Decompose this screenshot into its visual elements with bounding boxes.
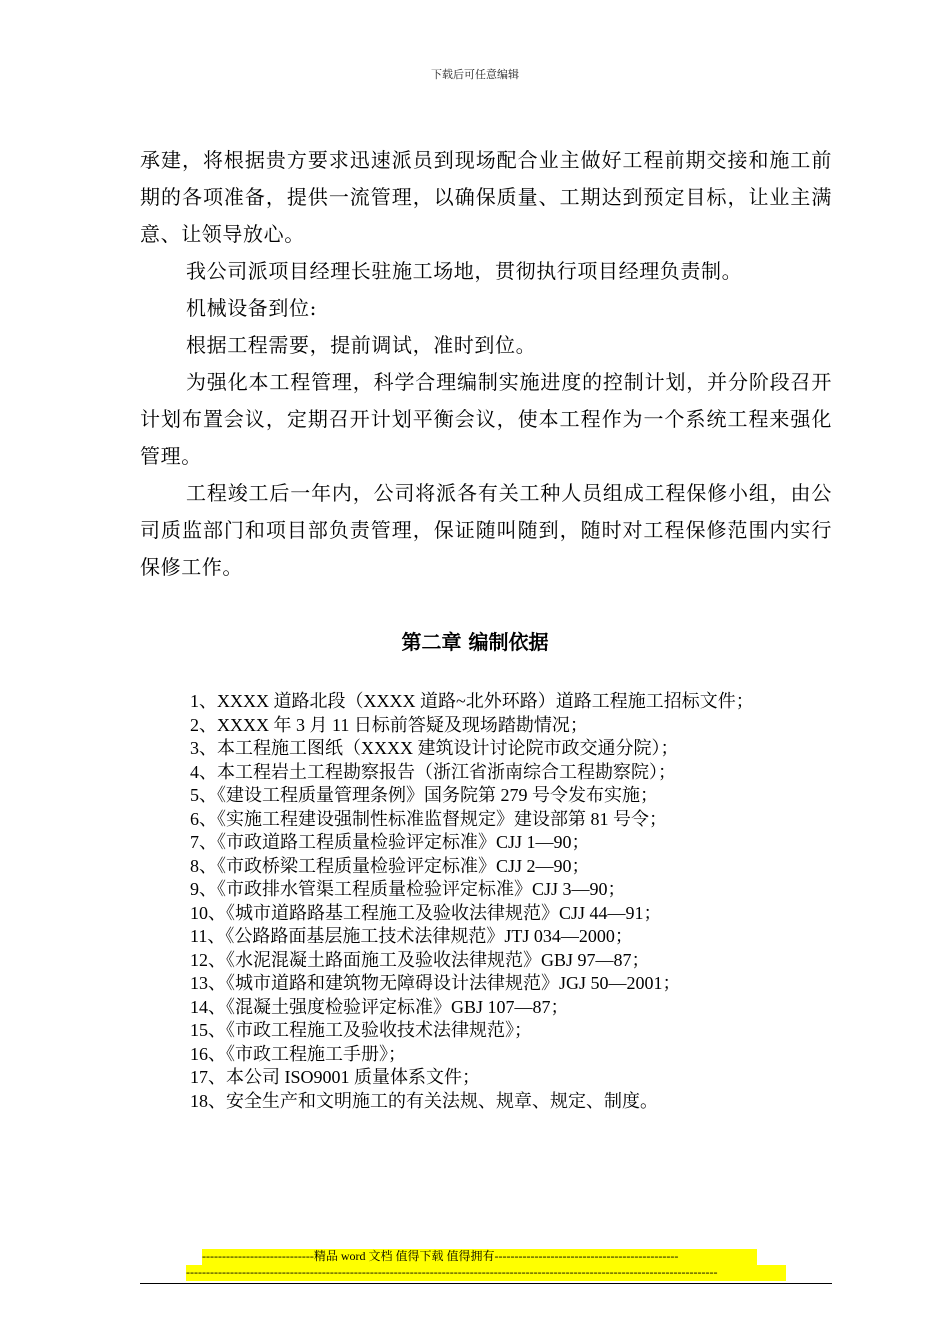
reference-item: 5、《建设工程质量管理条例》国务院第 279 号令发布实施； (190, 785, 658, 805)
reference-item: 1、XXXX 道路北段（XXXX 道路~北外环路）道路工程施工招标文件； (190, 691, 754, 711)
reference-item: 13、《城市道路和建筑物无障碍设计法律规范》JGJ 50—2001； (190, 973, 681, 993)
reference-item: 16、《市政工程施工手册》； (190, 1043, 406, 1064)
paragraph: 工程竣工后一年内，公司将派各有关工种人员组成工程保修小组，由公司质监部门和项目部负责管理，保证随叫随到，随时对工程保修范围内实行保修工作。 (140, 481, 832, 579)
reference-item: 10、《城市道路路基工程施工及验收法律规范》CJJ 44—91； (190, 902, 662, 923)
page-footer (186, 1249, 786, 1281)
reference-item: 2、XXXX 年 3 月 11 日标前答疑及现场踏勘情况； (190, 714, 588, 735)
paragraph: 机械设备到位: (186, 296, 317, 320)
reference-item: 8、《市政桥梁工程质量检验评定标准》CJJ 2—90； (190, 855, 590, 876)
footer-rule (140, 1283, 832, 1284)
paragraph: 根据工程需要，提前调试，准时到位。 (186, 333, 537, 357)
page-header: 下载后可任意编辑 (431, 68, 519, 81)
paragraph: 为强化本工程管理，科学合理编制实施进度的控制计划，并分阶段召开计划布置会议，定期召开计划平衡会议，使本工程作为一个系统工程来强化管理。 (140, 370, 832, 468)
reference-item: 14、《混凝土强度检验评定标准》GBJ 107—87； (190, 996, 569, 1017)
reference-item: 12、《水泥混凝土路面施工及验收法律规范》GBJ 97—87； (190, 949, 650, 970)
reference-item: 17、本公司 ISO9001 质量体系文件； (190, 1067, 481, 1087)
reference-item: 15、《市政工程施工及验收技术法律规范》； (190, 1020, 532, 1040)
reference-item: 18、安全生产和文明施工的有关法规、规章、规定、制度。 (190, 1090, 658, 1111)
footer-dashes: ------------------------------------------------------------------------------------------------------------------------------------- (186, 1265, 786, 1281)
body-text (140, 142, 832, 586)
footer-banner: ----------------------------精品 word 文档 值得下载 值得拥有---------------------------------------------- (202, 1249, 757, 1265)
reference-item: 4、本工程岩土工程勘察报告（浙江省浙南综合工程勘察院）； (190, 761, 676, 782)
reference-item: 9、《市政排水管渠工程质量检验评定标准》CJJ 3—90； (190, 879, 626, 899)
reference-item: 7、《市政道路工程质量检验评定标准》CJJ 1—90； (190, 832, 590, 852)
paragraph: 我公司派项目经理长驻施工场地，贯彻执行项目经理负责制。 (186, 259, 743, 283)
paragraph-continued: 承建，将根据贵方要求迅速派员到现场配合业主做好工程前期交接和施工前期的各项准备，提供一流管理，以确保质量、工期达到预定目标，让业主满意、让领导放心。 (140, 148, 832, 246)
reference-item: 3、本工程施工图纸（XXXX 建筑设计讨论院市政交通分院）； (190, 738, 679, 758)
reference-item: 11、《公路路面基层施工技术法律规范》JTJ 034—2000； (190, 926, 633, 946)
reference-list (140, 690, 832, 1113)
chapter-title: 第二章 编制依据 (401, 630, 549, 654)
reference-item: 6、《实施工程建设强制性标准监督规定》建设部第 81 号令； (190, 808, 667, 829)
